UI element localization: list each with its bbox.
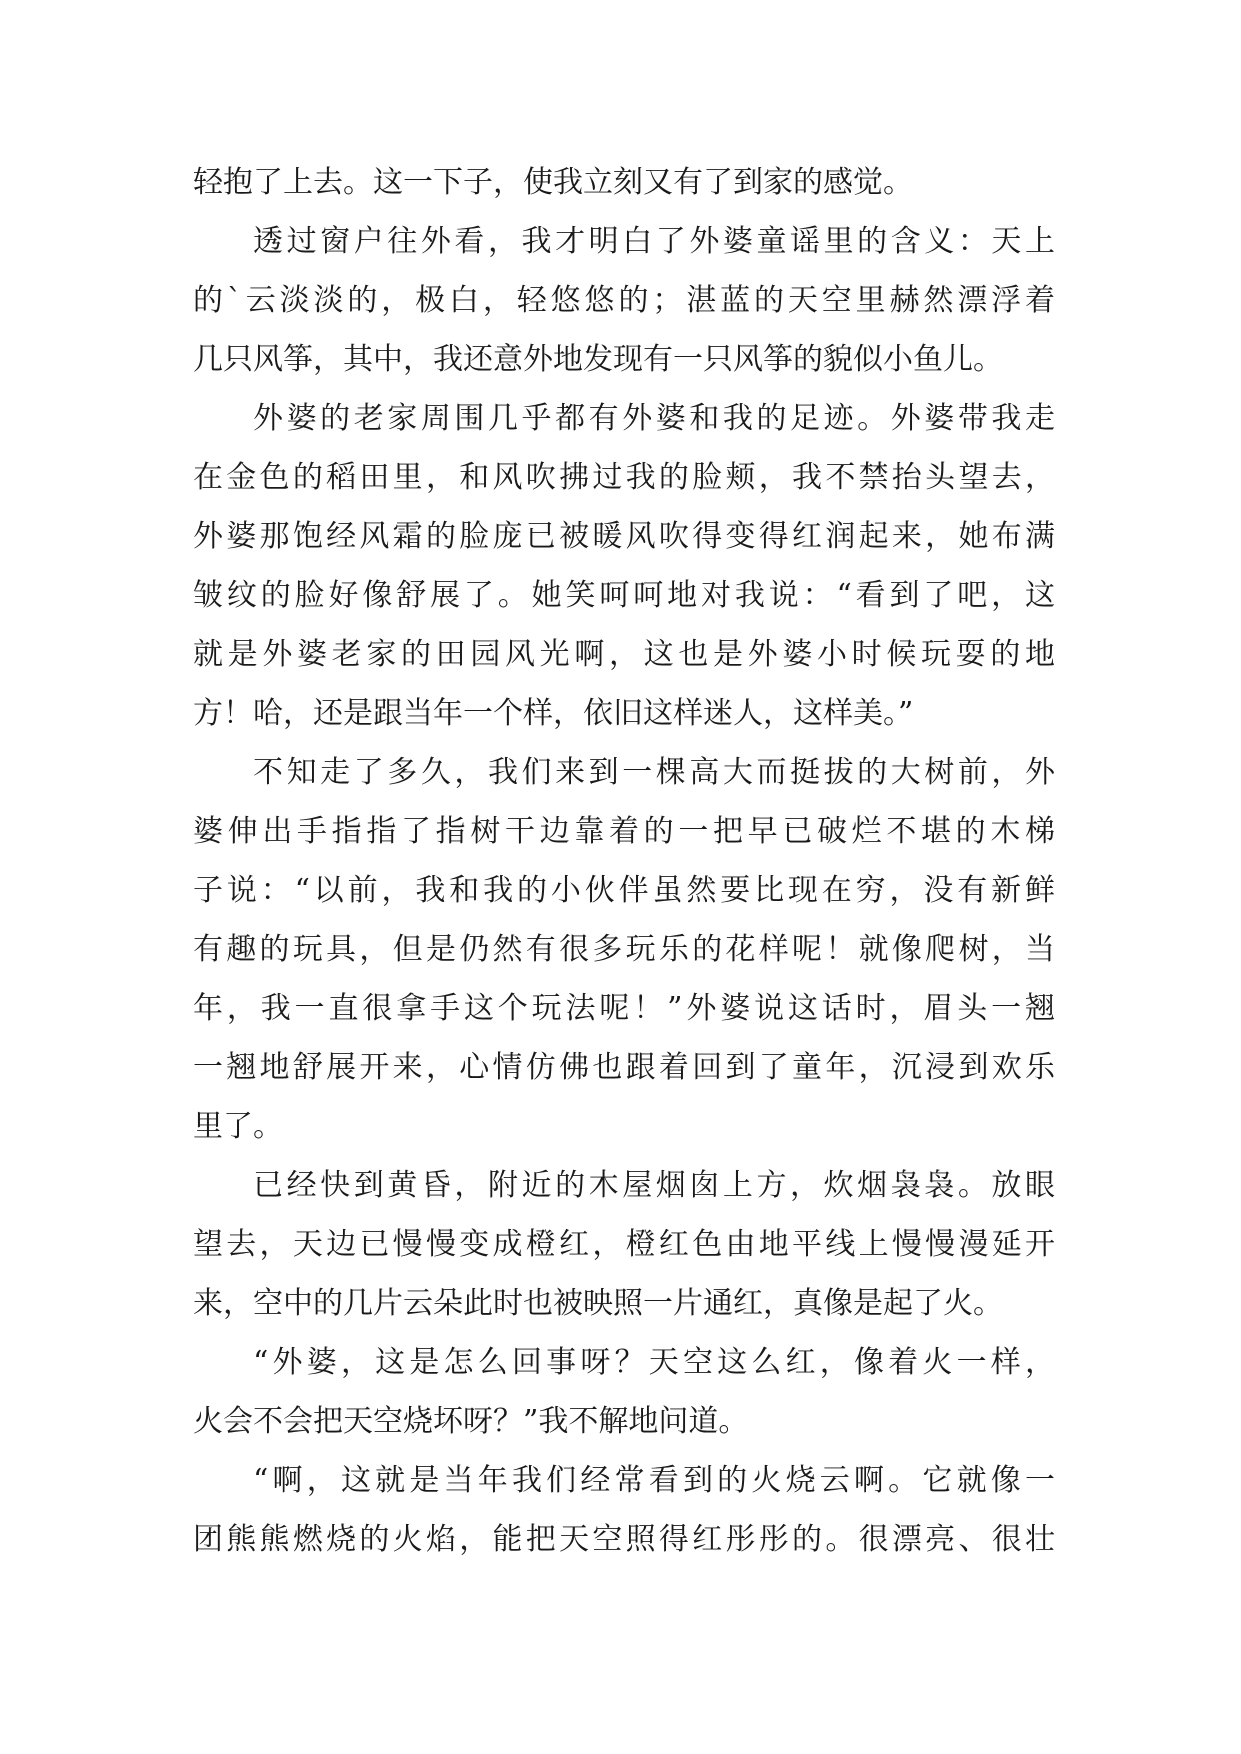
text-line: 在金色的稻田里，和风吹拂过我的脸颊，我不禁抬头望去， [193, 460, 1055, 495]
text-line: 外婆那饱经风霜的脸庞已被暖风吹得变得红润起来，她布满 [193, 519, 1055, 554]
text-line: 子说：“以前，我和我的小伙伴虽然要比现在穷，没有新鲜 [193, 873, 1055, 908]
text-line: 有趣的玩具，但是仍然有很多玩乐的花样呢！就像爬树，当 [193, 932, 1055, 967]
text-line: 的`云淡淡的，极白，轻悠悠的；湛蓝的天空里赫然漂浮着 [193, 283, 1055, 318]
text-line: 里了。 [193, 1109, 283, 1144]
text-line: 年，我一直很拿手这个玩法呢！”外婆说这话时，眉头一翘 [193, 991, 1055, 1026]
text-line: 皱纹的脸好像舒展了。她笑呵呵地对我说：“看到了吧，这 [193, 578, 1055, 613]
text-line: “啊，这就是当年我们经常看到的火烧云啊。它就像一 [253, 1463, 1055, 1498]
text-line: 外婆的老家周围几乎都有外婆和我的足迹。外婆带我走 [253, 401, 1055, 436]
text-line: 婆伸出手指指了指树干边靠着的一把早已破烂不堪的木梯 [193, 814, 1055, 849]
text-line: 不知走了多久，我们来到一棵高大而挺拔的大树前，外 [253, 755, 1055, 790]
text-line: 来，空中的几片云朵此时也被映照一片通红，真像是起了火。 [193, 1286, 1003, 1321]
text-line: 已经快到黄昏，附近的木屋烟囱上方，炊烟袅袅。放眼 [253, 1168, 1055, 1203]
text-line: 方！哈，还是跟当年一个样，依旧这样迷人，这样美。” [193, 696, 914, 731]
text-line: 几只风筝，其中，我还意外地发现有一只风筝的貌似小鱼儿。 [193, 342, 1003, 377]
text-line: 一翘地舒展开来，心情仿佛也跟着回到了童年，沉浸到欢乐 [193, 1050, 1055, 1085]
body-text [193, 153, 1055, 1569]
text-line: 轻抱了上去。这一下子，使我立刻又有了到家的感觉。 [193, 165, 913, 200]
text-line: 透过窗户往外看，我才明白了外婆童谣里的含义：天上 [253, 224, 1055, 259]
text-line: 望去，天边已慢慢变成橙红，橙红色由地平线上慢慢漫延开 [193, 1227, 1055, 1262]
text-line: 火会不会把天空烧坏呀？”我不解地问道。 [193, 1404, 749, 1439]
text-line: 就是外婆老家的田园风光啊，这也是外婆小时候玩耍的地 [193, 637, 1055, 672]
text-line: “外婆，这是怎么回事呀？天空这么红，像着火一样， [253, 1345, 1055, 1380]
text-line: 团熊熊燃烧的火焰，能把天空照得红彤彤的。很漂亮、很壮 [193, 1522, 1055, 1557]
